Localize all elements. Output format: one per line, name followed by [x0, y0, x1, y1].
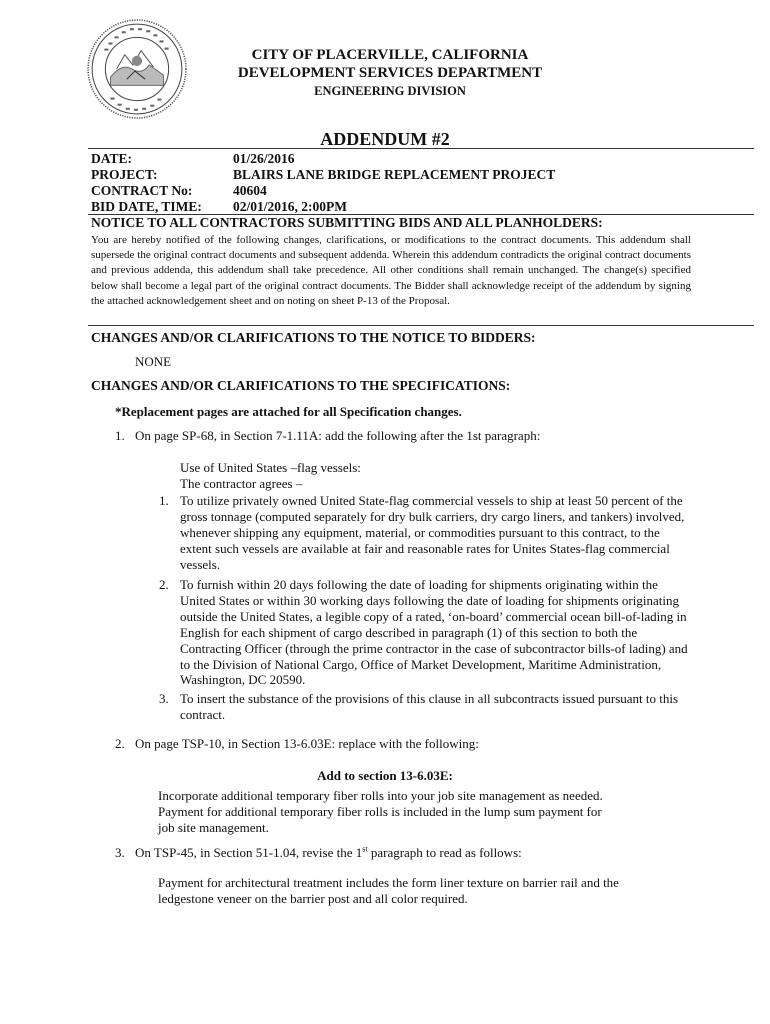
header-city: CITY OF PLACERVILLE, CALIFORNIA	[251, 47, 529, 63]
item3-number: 3.	[115, 845, 125, 860]
sub1-text: To utilize privately owned United State-flag commercial vessels to ship at least 50 percent of the gross tonnage (computed separately for dry bulk carriers, dry cargo liners, and tankers) involved, whenever shipping any equipment, material, or commodities pursuant to this contract, to the extent such vessels are available at fair and reasonable rates for Unites States-flag commercial vessels.	[180, 493, 685, 572]
item3-text-pre: On TSP-45, in Section 51-1.04, revise the 1	[135, 845, 363, 860]
item3-text-post: paragraph to read as follows:	[367, 845, 522, 860]
notice-body: You are hereby notified of the following changes, clarifications, or modifications to the contract documents. This addendum shall supersede the original contract documents and subsequent addenda. Wherein this addendum contradicts the original contract documents and previous addenda, this addendum shall take precedence. All other conditions shall remain unchanged. The change(s) specified below shall become a legal part of the original contract documents. The Bidder shall acknowledge receipt of the addendum by signing the attached acknowledgement sheet and on noting on sheet P-13 of the Proposal.	[91, 234, 691, 307]
bidders-none: NONE	[135, 354, 172, 369]
header-department: DEVELOPMENT SERVICES DEPARTMENT	[237, 65, 543, 81]
sub3-number: 3.	[159, 691, 169, 706]
bid-value: 02/01/2016, 2:00PM	[233, 199, 347, 214]
item1-text: On page SP-68, in Section 7-1.11A: add the following after the 1st paragraph:	[135, 428, 541, 443]
city-seal-logo	[86, 18, 188, 120]
title-rule	[88, 148, 754, 149]
item2-body: Incorporate additional temporary fiber rolls into your job site management as needed. Payment for additional temporary fiber rolls is included in the lump sum payment for job site management.	[158, 788, 603, 835]
item2-heading: Add to section 13-6.03E:	[317, 768, 453, 783]
item1-title: Use of United States –flag vessels:	[180, 460, 361, 475]
item3-superscript: st	[362, 844, 368, 854]
item3-body: Payment for architectural treatment includes the form liner texture on barrier rail and the ledgestone veneer on the barrier post and all color required.	[158, 875, 619, 906]
sub2-number: 2.	[159, 577, 169, 592]
contract-label: CONTRACT No:	[91, 183, 193, 198]
specs-heading: CHANGES AND/OR CLARIFICATIONS TO THE SPECIFICATIONS:	[91, 378, 511, 393]
item1-number: 1.	[115, 428, 125, 443]
specs-note: *Replacement pages are attached for all Specification changes.	[115, 404, 462, 419]
addendum-title: ADDENDUM #2	[320, 129, 450, 149]
notice-rule	[88, 325, 754, 326]
notice-heading: NOTICE TO ALL CONTRACTORS SUBMITTING BIDS AND ALL PLANHOLDERS:	[91, 215, 603, 230]
header-division: ENGINEERING DIVISION	[314, 84, 466, 98]
sub3-text: To insert the substance of the provisions of this clause in all subcontracts issued pursuant to this contract.	[180, 691, 679, 722]
item2-number: 2.	[115, 736, 125, 751]
item3-text	[135, 845, 522, 861]
sub2-text: To furnish within 20 days following the date of loading for shipments originating within the United States or within 30 working days following the date of loading for shipments originating outside the United States, a legible copy of a rated, ‘on-board’ commercial ocean bill-of-lading in English for each shipment of cargo described in paragraph (1) of this section to both the Contracting Officer (through the prime contractor in the case of subcontractor bills-of lading) and to the Division of National Cargo, Office of Market Development, Maritime Administration, Washington, DC 20590.	[180, 577, 688, 688]
item1-intro: The contractor agrees –	[180, 476, 303, 491]
date-label: DATE:	[91, 151, 133, 166]
date-value: 01/26/2016	[233, 151, 295, 166]
bidders-heading: CHANGES AND/OR CLARIFICATIONS TO THE NOTICE TO BIDDERS:	[91, 330, 536, 345]
project-label: PROJECT:	[91, 167, 158, 182]
bid-label: BID DATE, TIME:	[91, 199, 202, 214]
sub1-number: 1.	[159, 493, 169, 508]
project-value: BLAIRS LANE BRIDGE REPLACEMENT PROJECT	[233, 167, 556, 182]
contract-value: 40604	[233, 183, 267, 198]
item2-text: On page TSP-10, in Section 13-6.03E: replace with the following:	[135, 736, 479, 751]
